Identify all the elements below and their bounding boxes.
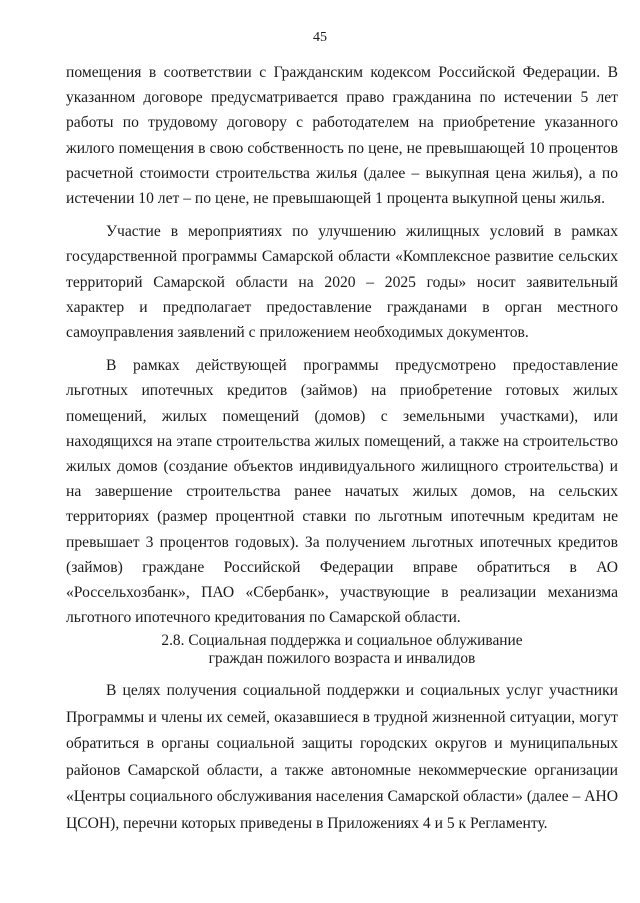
paragraph-social-support: В целях получения социальной поддержки и социальных услуг участники Программы и члены их семей, оказавшиеся в трудной жизненной ситуации, могут обратиться в органы социальной защиты городских округов и муниципальных районов Самарской области, а также автономные некоммерческие организации «Центры социального обслуживания населения Самарской области» (далее – АНО ЦСОН), перечни которых приведены в Приложениях 4 и 5 к Регламенту.	[66, 682, 619, 832]
section-heading	[66, 632, 618, 668]
page-number: 45	[313, 30, 327, 45]
paragraph-preferential-mortgage: В рамках действующей программы предусмотрено предоставление льготных ипотечных кредитов (займов) на приобретение готовых жилых помещений, жилых помещений (домов) с земельными участками), или находящихся на этапе строительства жилых помещений, а также на строительство жилых домов (создание объектов индивидуального жилищного строительства) и на завершение строительства ранее начатых жилых домов, на сельских территориях (размер процентной ставки по льготным ипотечным кредитам не превышает 3 процентов годовых). За получением льготных ипотечных кредитов (займов) граждане Российской Федерации вправе обратиться в АО «Россельхозбанк», ПАО «Сбербанк», участвующие в реализации механизма льготного ипотечного кредитования по Самарской области.	[66, 357, 618, 627]
document-body	[66, 60, 618, 837]
section-heading-line-2: граждан пожилого возраста и инвалидов	[208, 650, 476, 668]
paragraph-housing-contract: помещения в соответствии с Гражданским кодексом Российской Федерации. В указанном договоре предусматривается право гражданина по истечении 5 лет работы по трудовому договору с работодателем на приобретение указанного жилого помещения в свою собственность по цене, не превышающей 10 процентов расчетной стоимости строительства жилья (далее – выкупная цена жилья), а по истечении 10 лет – по цене, не превышающей 1 процента выкупной цены жилья.	[66, 64, 618, 208]
section-heading-line-1: 2.8. Социальная поддержка и социальное облуживание	[161, 632, 523, 650]
paragraph-program-participation: Участие в мероприятиях по улучшению жилищных условий в рамках государственной программы Самарской области «Комплексное развитие сельских территорий Самарской области на 2020 – 2025 годы» носит заявительный характер и предполагает предоставление гражданами в орган местного самоуправления заявлений с приложением необходимых документов.	[66, 223, 618, 342]
